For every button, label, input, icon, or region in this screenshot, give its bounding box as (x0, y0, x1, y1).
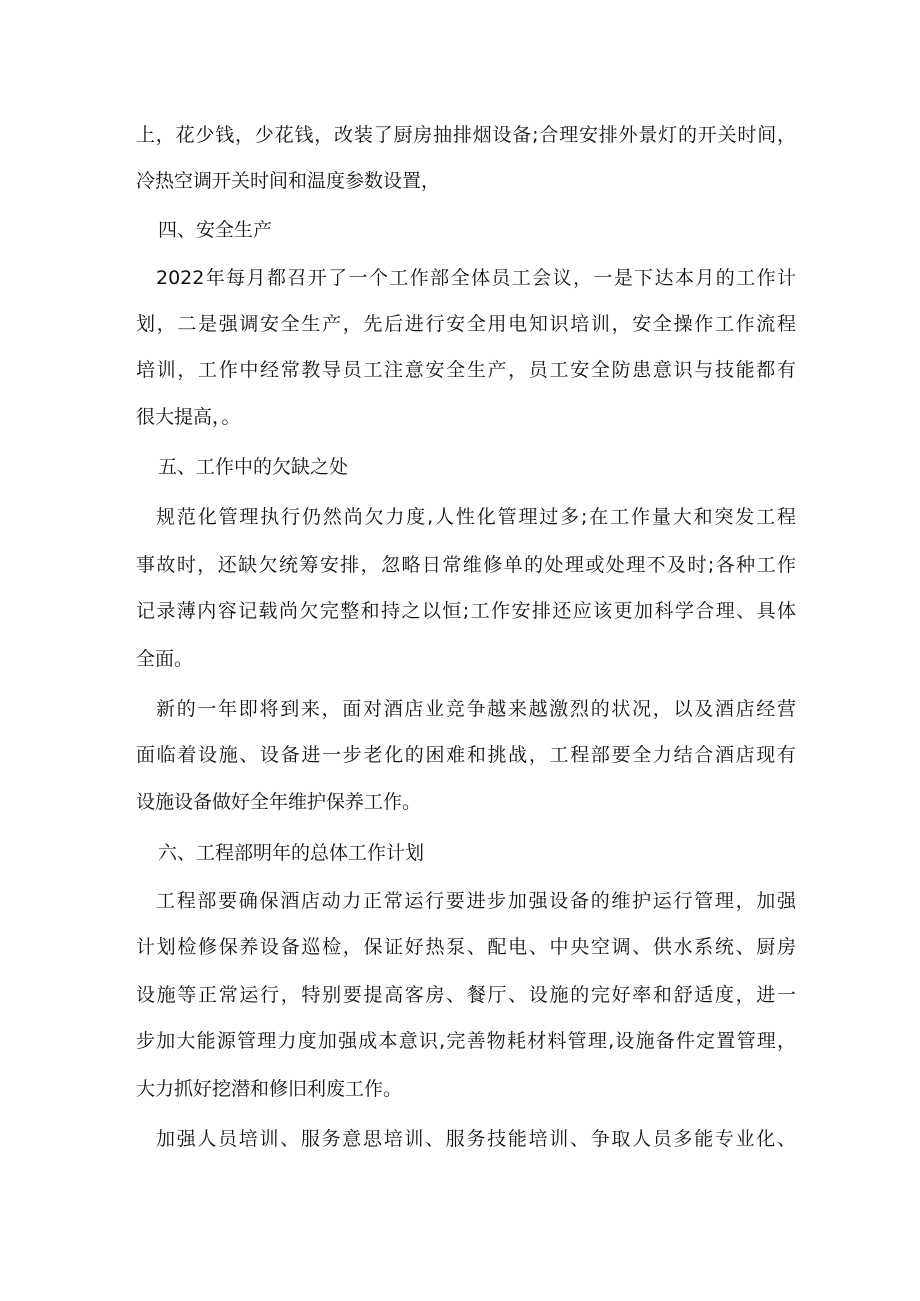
paragraph-line: 2022年每月都召开了一个工作部全体员工会议，一是下达本月的工作计 (156, 267, 796, 289)
paragraph-line: 新的一年即将到来，面对酒店业竞争越来越激烈的状况，以及酒店经营 (156, 698, 796, 720)
paragraph-line: 事故时，还缺欠统筹安排，忽略日常维修单的处理或处理不及时;各种工作 (136, 554, 796, 576)
paragraph-line: 记录薄内容记载尚欠完整和持之以恒;工作安排还应该更加科学合理、具体 (136, 600, 796, 622)
paragraph-line: 划，二是强调安全生产，先后进行安全用电知识培训，安全操作工作流程 (136, 313, 796, 335)
paragraph-line: 工程部要确保酒店动力正常运行要进步加强设备的维护运行管理，加强 (156, 890, 796, 912)
paragraph-line: 大力抓好挖潜和修旧利废工作。 (136, 1078, 403, 1100)
paragraph-line: 很大提高，。 (136, 406, 241, 428)
paragraph-line: 设施等正常运行，特别要提高客房、餐厅、设施的完好率和舒适度，进一 (136, 984, 796, 1006)
paragraph-line: 设施设备做好全年维护保养工作。 (136, 791, 422, 813)
paragraph-line: 面临着设施、设备进一步老化的困难和挑战，工程部要全力结合酒店现有 (136, 744, 796, 766)
section-heading-shortcomings: 五、工作中的欠缺之处 (158, 456, 349, 478)
paragraph-line: 冷热空调开关时间和温度参数设置， (136, 170, 441, 192)
paragraph-line: 步加大能源管理力度加强成本意识,完善物耗材料管理,设施备件定置管理， (136, 1030, 796, 1052)
paragraph-line: 计划检修保养设备巡检，保证好热泵、配电、中央空调、供水系统、厨房 (136, 936, 796, 958)
paragraph-line: 规范化管理执行仍然尚欠力度,人性化管理过多;在工作量大和突发工程 (156, 506, 796, 528)
section-heading-plan: 六、工程部明年的总体工作计划 (158, 842, 425, 864)
paragraph-line: 全面。 (136, 648, 194, 670)
paragraph-line: 培训，工作中经常教导员工注意安全生产，员工安全防患意识与技能都有 (136, 359, 796, 381)
section-heading-safety: 四、安全生产 (158, 219, 273, 241)
paragraph-line: 加强人员培训、服务意思培训、服务技能培训、争取人员多能专业化、 (156, 1128, 796, 1150)
paragraph-line: 上，花少钱，少花钱，改装了厨房抽排烟设备;合理安排外景灯的开关时间， (136, 124, 796, 146)
